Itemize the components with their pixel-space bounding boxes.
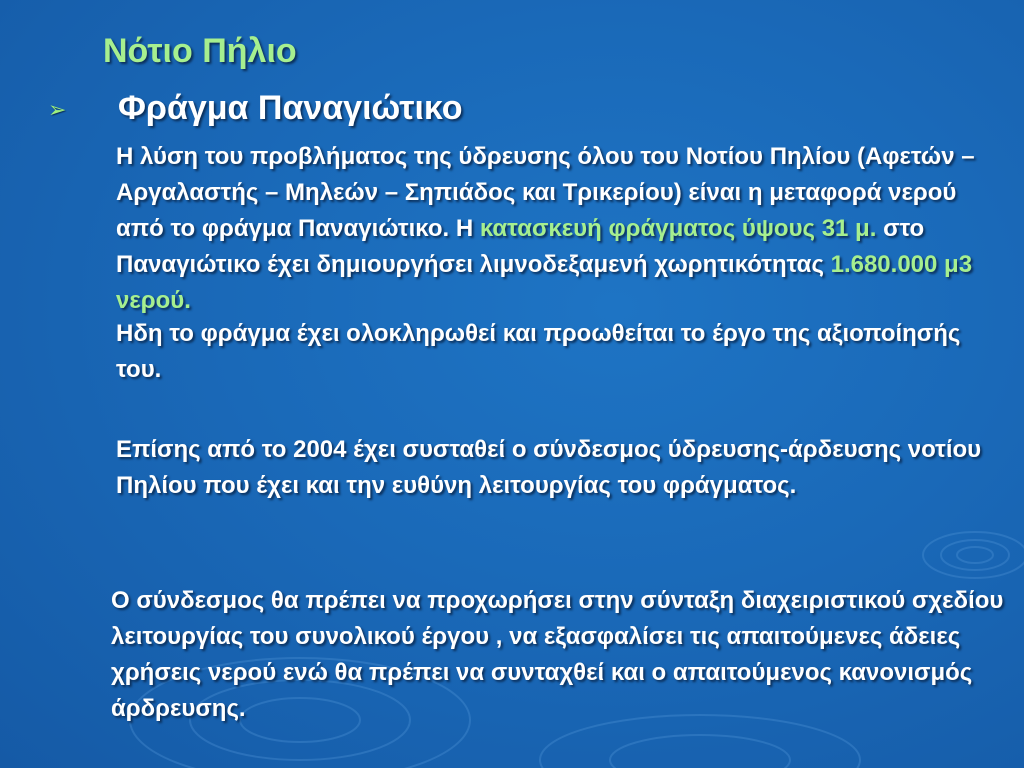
paragraph-completion: Ηδη το φράγμα έχει ολοκληρωθεί και προωθείται το έργο της αξιοποίησής του. [116, 320, 961, 383]
paragraph-text: στο Παναγιώτικο έχει δημιουργήσει λιμνοδεξαμενή χωρητικότητας [116, 215, 925, 278]
paragraph-text: Η λύση του προβλήματος της ύδρευσης όλου του Νοτίου Πηλίου (Αφετών – Αργαλαστής – Μηλεών – Σηπιάδος και Τρικερίου) είναι η μεταφορά νερού από το φράγμα Παναγιώτικο. Η [116, 143, 975, 242]
slide-title: Νότιο Πήλιο [103, 32, 297, 70]
paragraph-dam-solution [116, 139, 976, 319]
highlight-capacity: 1.680.000 μ3 νερού. [116, 251, 973, 314]
highlight-dam-height: κατασκευή φράγματος ύψους 31 μ. [479, 215, 877, 242]
arrow-bullet-icon: ➢ [48, 97, 67, 122]
paragraph-management-plan: Ο σύνδεσμος θα πρέπει να προχωρήσει στην σύνταξη διαχειριστικού σχεδίου λειτουργίας του συνολικού έργου , να εξασφαλίσει τις απαιτούμενες άδειες χρήσεις νερού ενώ θα πρέπει να συνταχθεί και ο απαιτούμενος κανονισμός άρδρευσης. [111, 587, 1004, 722]
paragraph-association: Επίσης από το 2004 έχει συσταθεί ο σύνδεσμος ύδρευσης-άρδευσης νοτίου Πηλίου που έχει και την ευθύνη λειτουργίας του φράγματος. [116, 436, 982, 499]
heading-bullet [48, 88, 70, 132]
section-heading: Φράγμα Παναγιώτικο [118, 89, 463, 127]
